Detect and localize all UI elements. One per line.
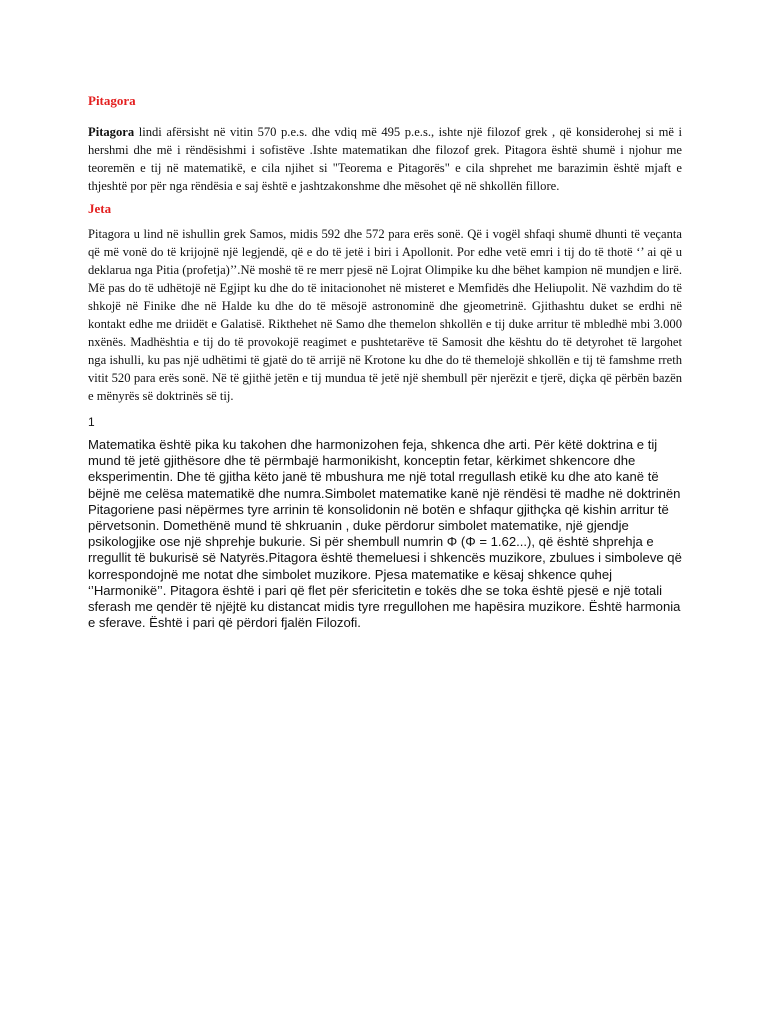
intro-paragraph [88,123,682,195]
matematika-paragraph: Matematika është pika ku takohen dhe harmonizohen feja, shkenca dhe arti. Për këtë doktrina e tij mund të jetë gjithësore dhe të përmbajë harmonikisht, konceptin fetar, kërkimet shkencore dhe eksperimentin. Dhe të gjitha këto janë të mbushura me një total rregullash etikë ku dhe ato kanë të bëjnë me celësa matematikë dhe numra.Simbolet matematike kanë një rëndësi të madhe në doktrinën Pitagoriene pasi nëpërmes tyre arrinin të konsolidonin në botën e shfaqur gjithçka që kishin arritur të përvetsonin. Domethënë mund të shkruanin , duke përdorur simbolet matematike, një gjendje psikologjike ose një shprehje bukurie. Si për shembull numrin Φ (Φ = 1.62...), që është shprehja e rregullit të bukurisë së Natyrës.Pitagora është themeluesi i shkencës muzikore, zbulues i simboleve që korrespondojnë me notat dhe simbolet muzikore. Pjesa matematike e kësaj shkence quhej ‘’Harmonikë’’. Pitagora është i pari që flet për sfericitetin e tokës dhe se toka është pjesë e një totali sferash me qendër të njëjtë ku distancat midis tyre rregullohen me hapësira muzikore. Është harmonia e sferave. Është i pari që përdori fjalën Filozofi. [88,437,682,631]
section-heading-pitagora: Pitagora [88,93,136,108]
section-heading-jeta: Jeta [88,201,112,216]
page-number: 1 [88,415,95,429]
jeta-paragraph: Pitagora u lind në ishullin grek Samos, midis 592 dhe 572 para erës sonë. Që i vogël shfaqi shumë dhunti të veçanta që më vonë do të krijojnë një legjendë, që e do të jetë i biri i Apollonit. Por edhe vetë emri i tij do të thotë ‘’ ai që u deklarua nga Pitia (profetja)’’.Në moshë të re merr pjesë në Lojrat Olimpike ku dhe bëhet kampion në mundjen e lirë. Më pas do të udhëtojë në Egjipt ku dhe do të initacionohet në misteret e Memfidës dhe Heliupolit. Në vazhdim do të shkojë në Finike dhe në Halde ku dhe do të mësojë astronominë dhe gjeometrinë. Gjithashtu duket se erdhi në kontakt edhe me driidët e Galatisë. Rikthehet në Samo dhe themelon shkollën e tij duke arritur të mbledhë mbi 3.000 nxënës. Madhështia e tij do të provokojë reagimet e pushtetarëve të Samosit dhe kështu do të detyrohet të largohet nga ishulli, ku pas një udhëtimi të gjatë do të arrijë në Krotone ku dhe do të themelojë shkollën e tij të famshme rreth vitit 520 para erës sonë. Në të gjithë jetën e tij mundua të jetë një shembull për njerëzit e tjerë, diçka që përbën bazën e mënyrës së doktrinës së tij. [88,227,682,403]
intro-text: lindi afërsisht në vitin 570 p.e.s. dhe vdiq më 495 p.e.s., ishte një filozof grek , që konsiderohej si më i hershmi dhe më i rëndësishmi i sofistëve .Ishte matematikan dhe filozof grek. Pitagora është shumë i njohur me teoremën e tij në matematikë, e cila njihet si "Teorema e Pitagorës" e cila shprehet me barazimin është mjaft e thjeshtë por për nga rëndësia e saj është e jashtzakonshme dhe mësohet që në shkollën fillore. [88,125,682,193]
document-page [88,92,682,631]
intro-lead-bold: Pitagora [88,125,135,139]
